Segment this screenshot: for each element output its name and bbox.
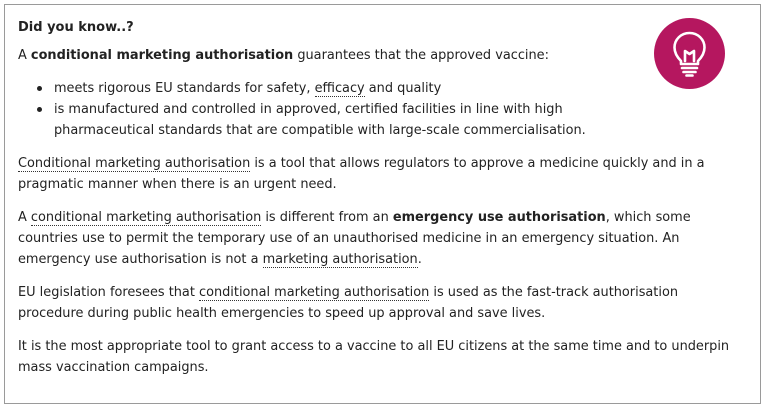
list-item	[54, 78, 614, 99]
glossary-term-cma[interactable]: Conditional marketing authorisation	[18, 156, 251, 171]
glossary-term-efficacy[interactable]: efficacy	[314, 81, 365, 96]
glossary-term-marketing-authorisation[interactable]: marketing authorisation	[262, 252, 418, 267]
paragraph-text: EU legislation foresees that	[18, 285, 199, 300]
paragraph-legislation	[18, 282, 733, 324]
paragraph-difference	[18, 207, 733, 270]
did-you-know-box	[4, 4, 761, 404]
intro-paragraph	[18, 45, 733, 66]
bold-term-emergency-use: emergency use authorisation	[392, 210, 606, 225]
box-heading: Did you know..?	[18, 20, 134, 35]
intro-bold-term: conditional marketing authorisation	[30, 48, 294, 63]
paragraph-text: is used as the fast-track authorisation procedure during public health emergencies to speed up approval and save lives.	[18, 285, 678, 321]
paragraph-conclusion: It is the most appropriate tool to grant access to a vaccine to all EU citizens at the same time and to underpin mass vaccination campaigns.	[18, 339, 730, 375]
paragraph-tool	[18, 153, 733, 195]
box-content	[18, 17, 733, 390]
paragraph-text: is a tool that allows regulators to approve a medicine quickly and in a pragmatic manner when there is an urgent need.	[18, 156, 705, 192]
list-item: is manufactured and controlled in approved, certified facilities in line with high pharmaceutical standards that are compatible with large-scale commercialisation.	[54, 99, 614, 141]
paragraph-text-end: .	[417, 252, 422, 267]
intro-text-end: guarantees that the approved vaccine:	[293, 48, 549, 63]
list-item-text-end: and quality	[364, 81, 442, 96]
requirements-list	[18, 78, 733, 141]
glossary-term-cma[interactable]: conditional marketing authorisation	[198, 285, 430, 300]
list-item-text: meets rigorous EU standards for safety,	[54, 81, 315, 96]
paragraph-text: is different from an	[261, 210, 393, 225]
paragraph-text: A	[18, 210, 31, 225]
lightbulb-icon	[654, 18, 725, 89]
intro-text-start: A	[18, 48, 31, 63]
glossary-term-cma[interactable]: conditional marketing authorisation	[30, 210, 262, 225]
paragraph-text: , which some countries use to permit the temporary use of an unauthorised medicine in an emergency situation. An emergency use authorisation is not a	[18, 210, 691, 267]
